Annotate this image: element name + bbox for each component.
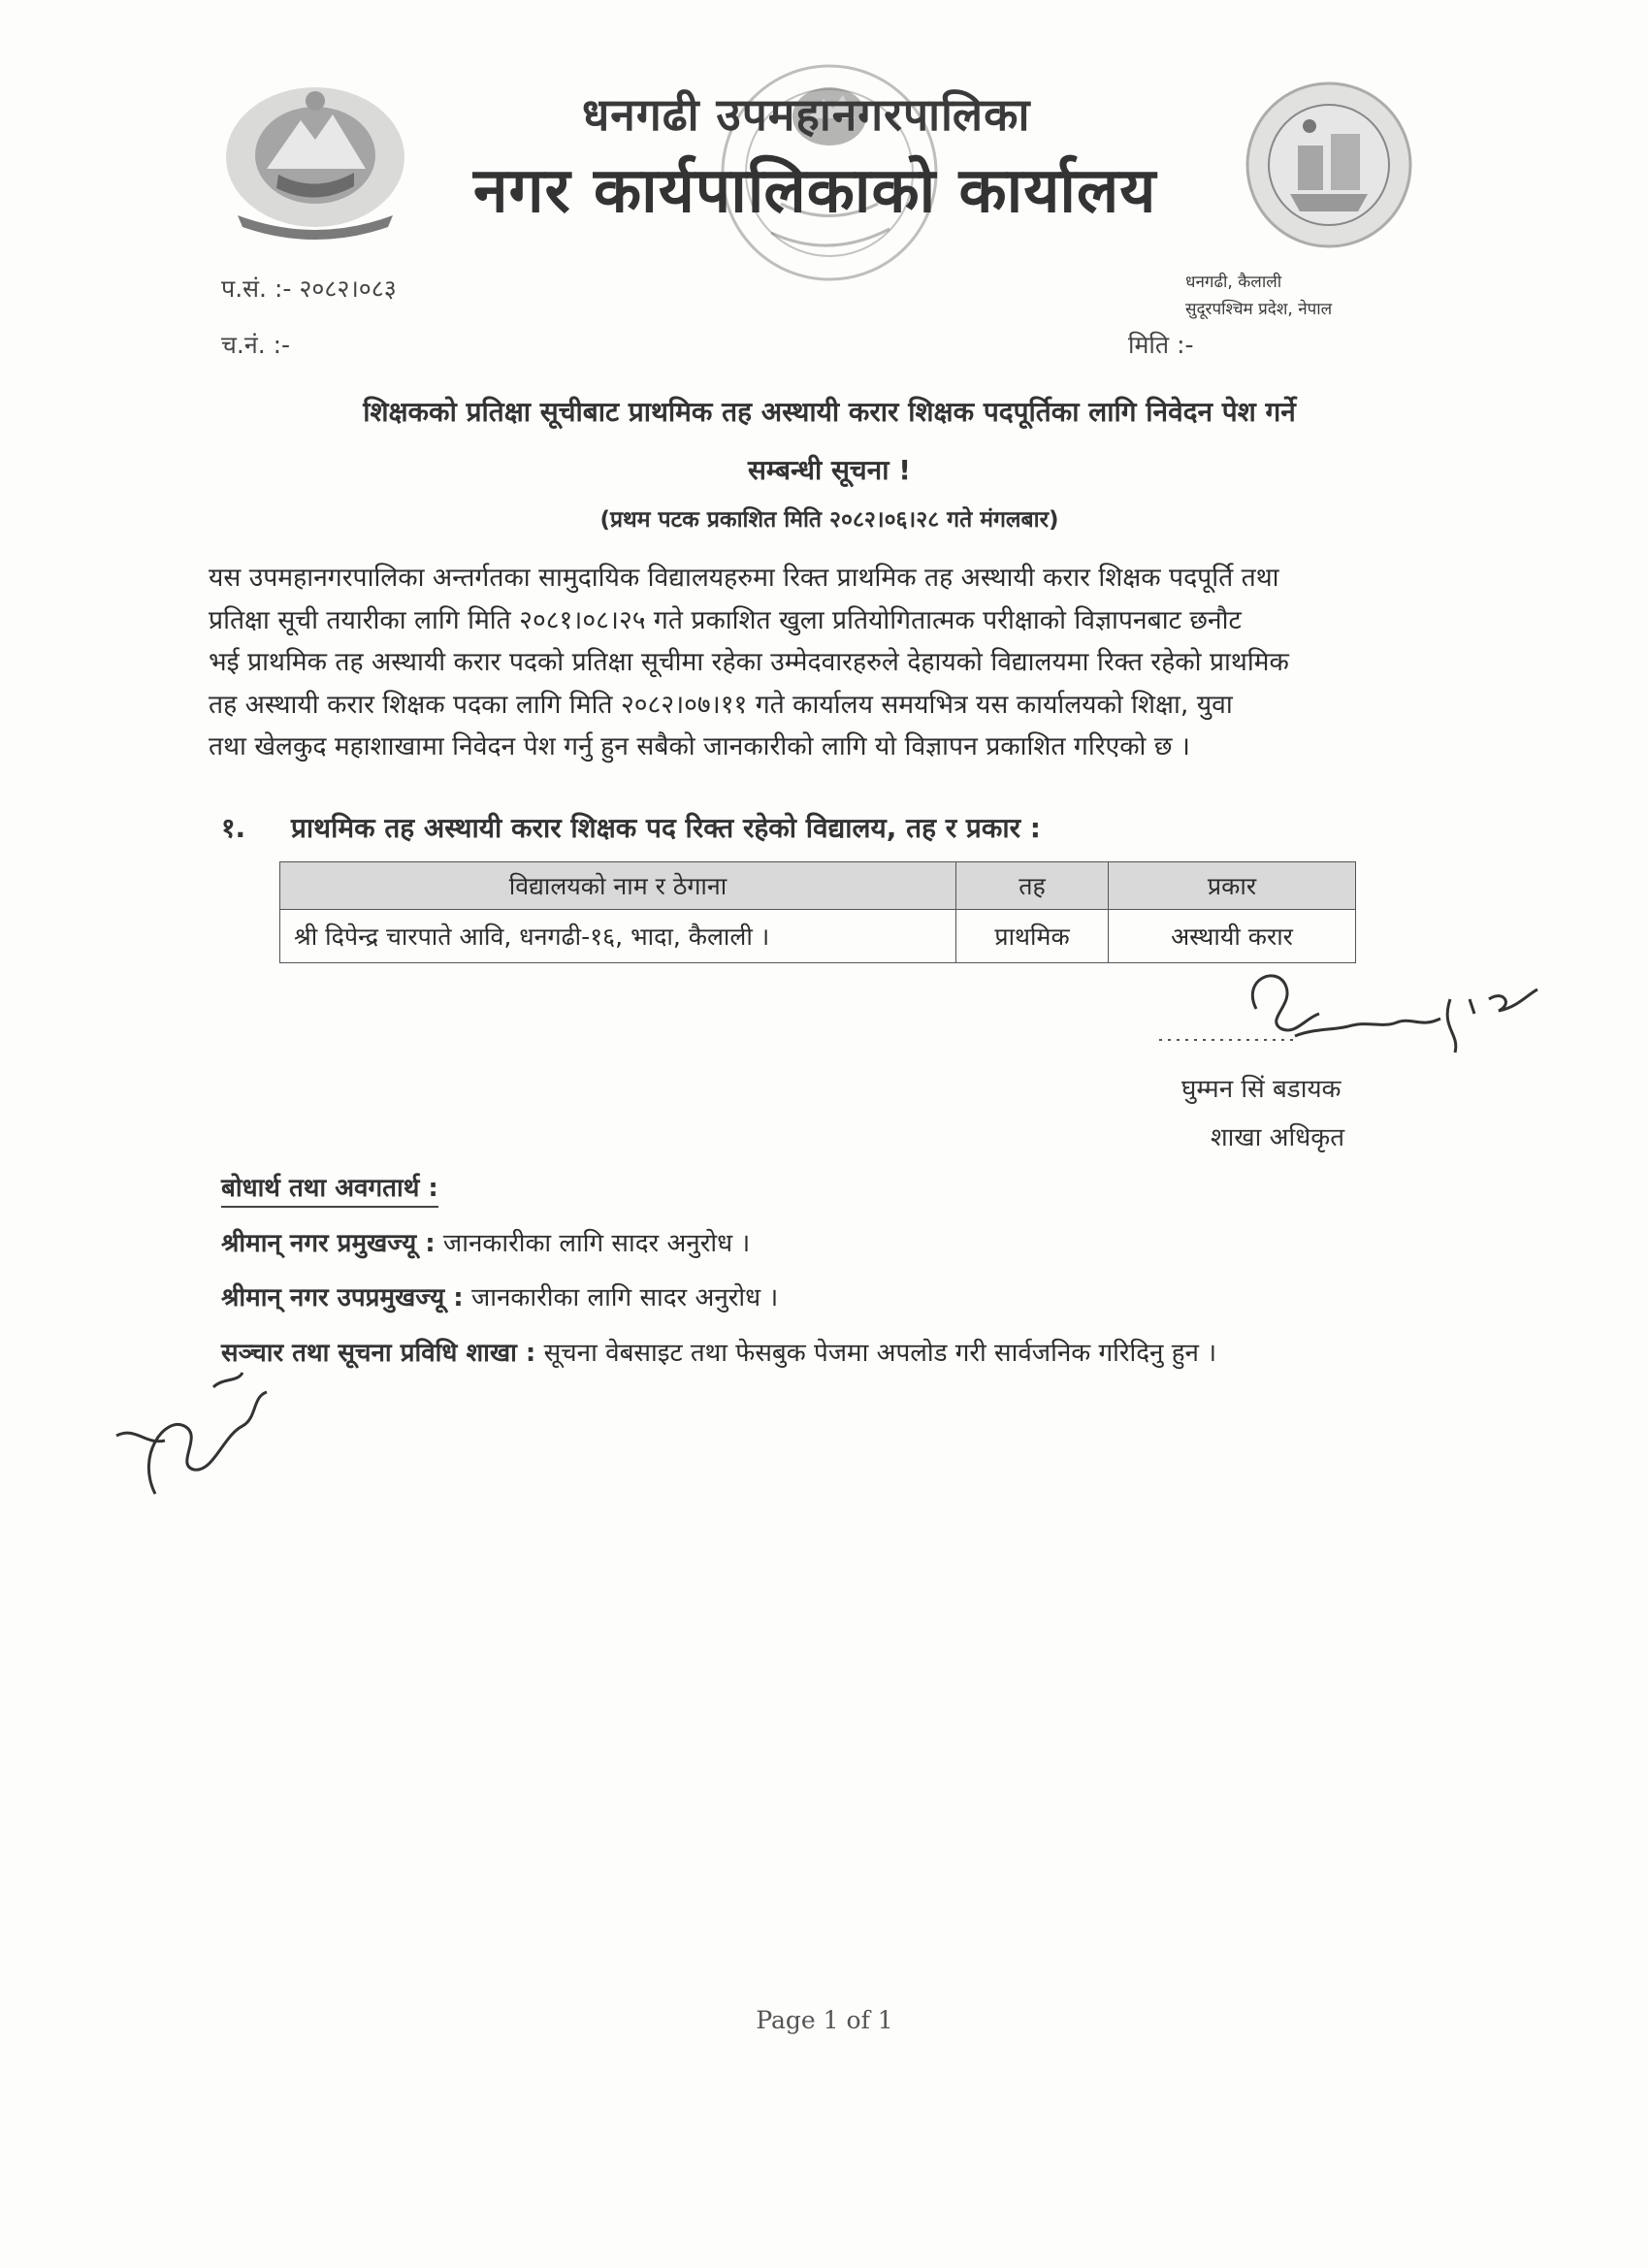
cc-recipient: सञ्चार तथा सूचना प्रविधि शाखा :: [221, 1339, 536, 1368]
section-title: प्राथमिक तह अस्थायी करार शिक्षक पद रिक्त रहेको विद्यालय, तह र प्रकार :: [291, 812, 1041, 844]
organization-name: धनगढी उपमहानगरपालिका: [582, 88, 1031, 141]
body-line: प्रतिक्षा सूची तयारीका लागि मिति २०८१।०८।२५ गते प्रकाशित खुला प्रतियोगितात्मक परीक्षाको विज्ञापनबाट छनौट: [209, 604, 1242, 635]
body-line: भई प्राथमिक तह अस्थायी करार पदको प्रतिक्षा सूचीमा रहेका उम्मेदवारहरुले देहायको विद्यालयमा रिक्त रहेको प्राथमिक: [209, 647, 1289, 677]
handwritten-initials: [97, 1358, 291, 1513]
section-number: १.: [221, 812, 246, 844]
level-cell: प्राथमिक: [956, 910, 1109, 963]
date-label: मिति :-: [1128, 331, 1194, 359]
cc-text: जानकारीका लागि सादर अनुरोध ।: [435, 1229, 751, 1258]
cc-text: सूचना वेबसाइट तथा फेसबुक पेजमा अपलोड गरी सार्वजनिक गरिदिनु हुन ।: [535, 1339, 1217, 1368]
cc-recipient: श्रीमान् नगर प्रमुखज्यू :: [221, 1229, 436, 1258]
column-header-type: प्रकार: [1109, 862, 1356, 910]
office-name: नगर कार्यपालिकाको कार्यालय: [473, 155, 1157, 227]
reference-number: प.सं. :- २०८२।०८३: [221, 275, 397, 303]
notice-title: शिक्षकको प्रतिक्षा सूचीबाट प्राथमिक तह अस्थायी करार शिक्षक पदपूर्तिका लागि निवेदन पेश गर्ने: [363, 396, 1296, 428]
officer-name: घुम्मन सिं बडायक: [1181, 1075, 1342, 1104]
officer-signature: [1149, 960, 1557, 1067]
cc-heading: बोधार्थ तथा अवगतार्थ :: [221, 1169, 438, 1208]
cc-entry: [221, 1334, 1482, 1369]
page-number: Page 1 of 1: [756, 2006, 893, 2034]
notice-subtitle: (प्रथम पटक प्रकाशित मिति २०८२।०६।२८ गते मंगलबार): [599, 507, 1059, 533]
body-line: तथा खेलकुद महाशाखामा निवेदन पेश गर्नु हुन सबैको जानकारीको लागि यो विज्ञापन प्रकाशित गरिएको छ ।: [209, 731, 1190, 761]
column-header-level: तह: [956, 862, 1109, 910]
dispatch-number: च.नं. :-: [221, 331, 291, 359]
notice-body: [209, 557, 1455, 768]
vacancy-table: [279, 861, 1356, 963]
municipality-logo-icon: [1242, 78, 1416, 252]
cc-entry: [221, 1279, 1482, 1313]
address-line: सुदूरपश्चिम प्रदेश, नेपाल: [1185, 300, 1333, 319]
table-row: [280, 910, 1356, 963]
cc-entry: [221, 1224, 1482, 1259]
notice-title-2: सम्बन्धी सूचना !: [747, 454, 911, 486]
school-name-cell: श्री दिपेन्द्र चारपाते आवि, धनगढी-१६, भादा, कैलाली ।: [280, 910, 956, 963]
cc-recipient: श्रीमान् नगर उपप्रमुखज्यू :: [221, 1283, 464, 1312]
table-header-row: [280, 862, 1356, 910]
column-header-school: विद्यालयको नाम र ठेगाना: [280, 862, 956, 910]
cc-text: जानकारीका लागि सादर अनुरोध ।: [463, 1283, 779, 1312]
type-cell: अस्थायी करार: [1109, 910, 1356, 963]
body-line: तह अस्थायी करार शिक्षक पदका लागि मिति २०८२।०७।११ गते कार्यालय समयभित्र यस कार्यालयको शिक्षा, युवा: [209, 689, 1233, 720]
address-line: धनगढी, कैलाली: [1185, 273, 1282, 292]
nepal-emblem-icon: [218, 80, 412, 240]
body-line: यस उपमहानगरपालिका अन्तर्गतका सामुदायिक विद्यालयहरुमा रिक्त प्राथमिक तह अस्थायी करार शिक्षक पदपूर्ति तथा: [209, 563, 1279, 593]
office-address: [1185, 269, 1438, 323]
officer-post: शाखा अधिकृत: [1211, 1123, 1345, 1152]
